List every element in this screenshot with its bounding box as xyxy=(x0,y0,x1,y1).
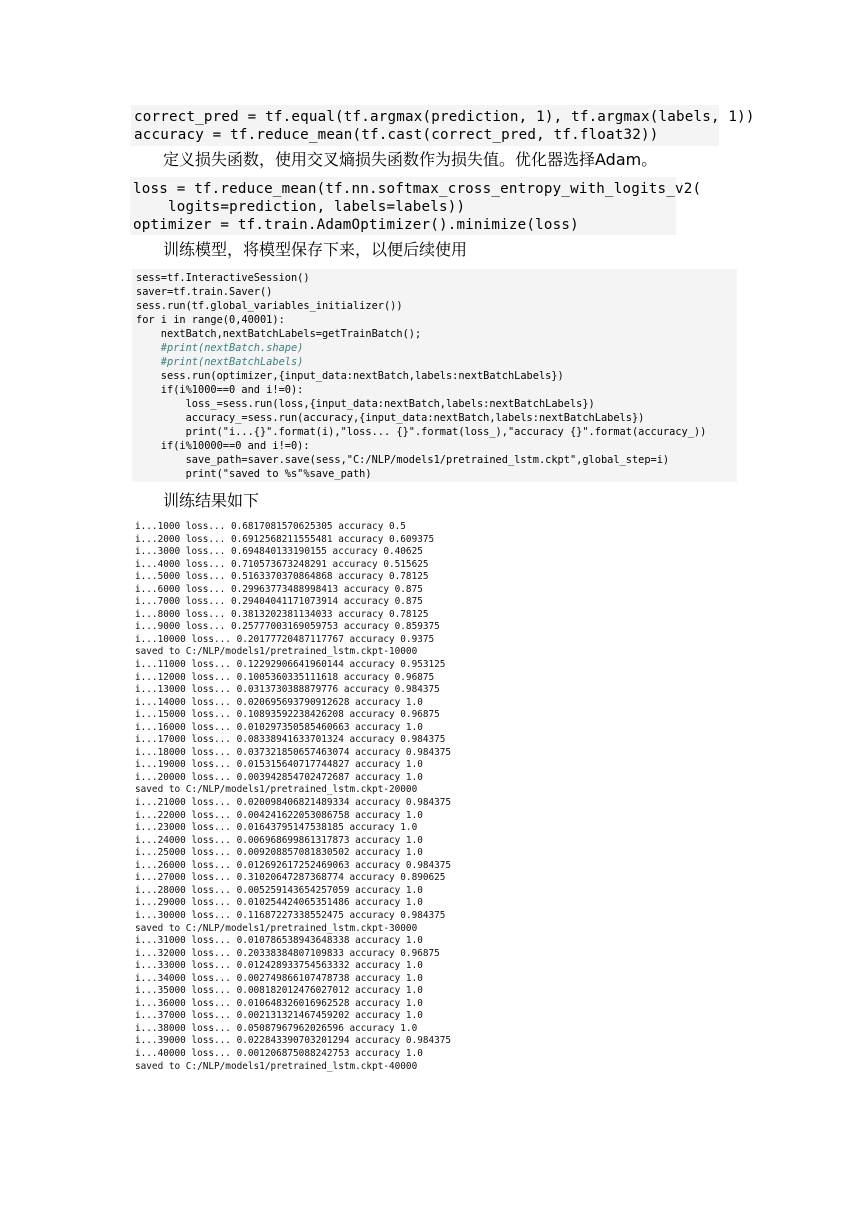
output-log-line: i...8000 loss... 0.3813202381134033 accuracy 0.78125 xyxy=(135,608,429,620)
code-line-3: sess.run(tf.global_variables_initializer()) xyxy=(136,300,403,312)
code-line-10: loss_=sess.run(loss,{input_data:nextBatch,labels:nextBatchLabels}) xyxy=(136,398,595,410)
output-log-line: i...18000 loss... 0.037321850657463074 accuracy 0.984375 xyxy=(135,746,452,758)
output-saved-line: saved to C:/NLP/models1/pretrained_lstm.ckpt-40000 xyxy=(135,1060,418,1072)
code-block-loss xyxy=(130,177,702,235)
output-log-line: i...35000 loss... 0.008182012476027012 accuracy 1.0 xyxy=(135,985,423,997)
output-log-line: i...22000 loss... 0.004241622053086758 accuracy 1.0 xyxy=(135,809,423,821)
output-log-line: i...19000 loss... 0.015315640717744827 accuracy 1.0 xyxy=(135,759,423,771)
code-line-2: accuracy = tf.reduce_mean(tf.cast(correct_pred, tf.float32)) xyxy=(134,127,659,143)
output-log-line: i...24000 loss... 0.006968699861317873 accuracy 1.0 xyxy=(135,834,423,846)
output-log-line: i...32000 loss... 0.20338384807109833 accuracy 0.96875 xyxy=(135,947,440,959)
output-log-line: i...31000 loss... 0.010786538943648338 accuracy 1.0 xyxy=(135,935,423,947)
code-line-3: optimizer = tf.train.AdamOptimizer().minimize(loss) xyxy=(133,217,579,233)
output-log-line: i...12000 loss... 0.1005360335111618 accuracy 0.96875 xyxy=(135,671,435,683)
output-log-line: i...33000 loss... 0.012428933754563332 accuracy 1.0 xyxy=(135,960,423,972)
code-line-13: if(i%10000==0 and i!=0): xyxy=(136,440,310,452)
output-log-line: i...26000 loss... 0.012692617252469063 accuracy 0.984375 xyxy=(135,859,452,871)
output-log-line: i...27000 loss... 0.31020647287368774 accuracy 0.890625 xyxy=(135,872,446,884)
output-log-line: i...39000 loss... 0.022843390703201294 accuracy 0.984375 xyxy=(135,1035,452,1047)
code-line-15: print("saved to %s"%save_path) xyxy=(136,468,372,480)
paragraph-loss-description: 定义损失函数，使用交叉熵损失函数作为损失值。优化器选择Adam。 xyxy=(163,150,658,169)
output-log-line: i...15000 loss... 0.10893592238426208 accuracy 0.96875 xyxy=(135,709,440,721)
output-log-line: i...29000 loss... 0.010254424065351486 accuracy 1.0 xyxy=(135,897,423,909)
output-log-line: i...2000 loss... 0.6912568211555481 accuracy 0.609375 xyxy=(135,533,435,545)
output-log-line: i...1000 loss... 0.6817081570625305 accuracy 0.5 xyxy=(135,521,406,532)
output-log-line: i...10000 loss... 0.20177720487117767 accuracy 0.9375 xyxy=(135,633,435,645)
output-log-line: i...16000 loss... 0.010297350585460663 accuracy 1.0 xyxy=(135,721,423,733)
paragraph-results-heading: 训练结果如下 xyxy=(163,491,260,510)
output-log-line: i...6000 loss... 0.29963773488998413 accuracy 0.875 xyxy=(135,583,423,595)
code-line-1: correct_pred = tf.equal(tf.argmax(prediction, 1), tf.argmax(labels, 1)) xyxy=(134,109,755,125)
code-comment-line: #print(nextBatchLabels) xyxy=(136,356,304,368)
output-log-line: i...21000 loss... 0.020098406821489334 accuracy 0.984375 xyxy=(135,797,452,809)
output-log-line: i...11000 loss... 0.12292906641960144 accuracy 0.953125 xyxy=(135,659,446,671)
code-line-5: nextBatch,nextBatchLabels=getTrainBatch(); xyxy=(136,328,422,340)
output-log-line: i...40000 loss... 0.001206875088242753 accuracy 1.0 xyxy=(135,1047,423,1059)
output-log-line: i...23000 loss... 0.01643795147538185 accuracy 1.0 xyxy=(135,822,418,834)
output-saved-line: saved to C:/NLP/models1/pretrained_lstm.ckpt-30000 xyxy=(135,922,418,934)
output-log-line: i...14000 loss... 0.020695693790912628 accuracy 1.0 xyxy=(135,696,423,708)
code-line-1: loss = tf.reduce_mean(tf.nn.softmax_cross_entropy_with_logits_v2( xyxy=(133,181,702,197)
output-log-line: i...30000 loss... 0.11687227338552475 accuracy 0.984375 xyxy=(135,909,446,921)
code-line-8: sess.run(optimizer,{input_data:nextBatch,labels:nextBatchLabels}) xyxy=(136,370,564,382)
code-block-training xyxy=(132,269,737,482)
training-output xyxy=(135,521,451,1073)
output-log-line: i...9000 loss... 0.25777003169059753 accuracy 0.859375 xyxy=(135,621,440,633)
output-saved-line: saved to C:/NLP/models1/pretrained_lstm.ckpt-20000 xyxy=(135,784,418,796)
code-line-12: print("i...{}".format(i),"loss... {}".format(loss_),"accuracy {}".format(accuracy_)) xyxy=(136,426,707,438)
code-line-9: if(i%1000==0 and i!=0): xyxy=(136,384,304,396)
code-line-2: saver=tf.train.Saver() xyxy=(136,286,273,298)
code-line-1: sess=tf.InteractiveSession() xyxy=(136,272,310,284)
code-line-11: accuracy_=sess.run(accuracy,{input_data:nextBatch,labels:nextBatchLabels}) xyxy=(136,412,645,424)
output-log-line: i...3000 loss... 0.694840133190155 accuracy 0.40625 xyxy=(135,546,423,558)
output-log-line: i...20000 loss... 0.003942854702472687 accuracy 1.0 xyxy=(135,771,423,783)
output-log-line: i...7000 loss... 0.29404041171073914 accuracy 0.875 xyxy=(135,596,423,608)
output-log-line: i...17000 loss... 0.08338941633701324 accuracy 0.984375 xyxy=(135,734,446,746)
output-log-line: i...38000 loss... 0.05087967962026596 accuracy 1.0 xyxy=(135,1022,418,1034)
output-log-line: i...34000 loss... 0.002749866107478738 accuracy 1.0 xyxy=(135,972,423,984)
output-log-line: i...5000 loss... 0.5163370370864868 accuracy 0.78125 xyxy=(135,571,429,583)
code-comment-line: #print(nextBatch.shape) xyxy=(136,342,304,354)
output-log-line: i...36000 loss... 0.010648326016962528 accuracy 1.0 xyxy=(135,997,423,1009)
output-log-line: i...25000 loss... 0.009208857081830502 accuracy 1.0 xyxy=(135,847,423,859)
code-line-2: logits=prediction, labels=labels)) xyxy=(133,199,466,215)
output-saved-line: saved to C:/NLP/models1/pretrained_lstm.ckpt-10000 xyxy=(135,646,418,658)
output-log-line: i...13000 loss... 0.0313730388879776 accuracy 0.984375 xyxy=(135,684,440,696)
code-line-4: for i in range(0,40001): xyxy=(136,314,285,326)
output-log-line: i...4000 loss... 0.710573673248291 accuracy 0.515625 xyxy=(135,558,429,570)
code-block-accuracy xyxy=(131,105,755,146)
output-log-line: i...28000 loss... 0.005259143654257059 accuracy 1.0 xyxy=(135,884,423,896)
code-line-14: save_path=saver.save(sess,"C:/NLP/models1/pretrained_lstm.ckpt",global_step=i) xyxy=(136,454,670,466)
paragraph-train-description: 训练模型，将模型保存下来，以便后续使用 xyxy=(163,240,468,259)
output-log-line: i...37000 loss... 0.002131321467459202 accuracy 1.0 xyxy=(135,1010,423,1022)
